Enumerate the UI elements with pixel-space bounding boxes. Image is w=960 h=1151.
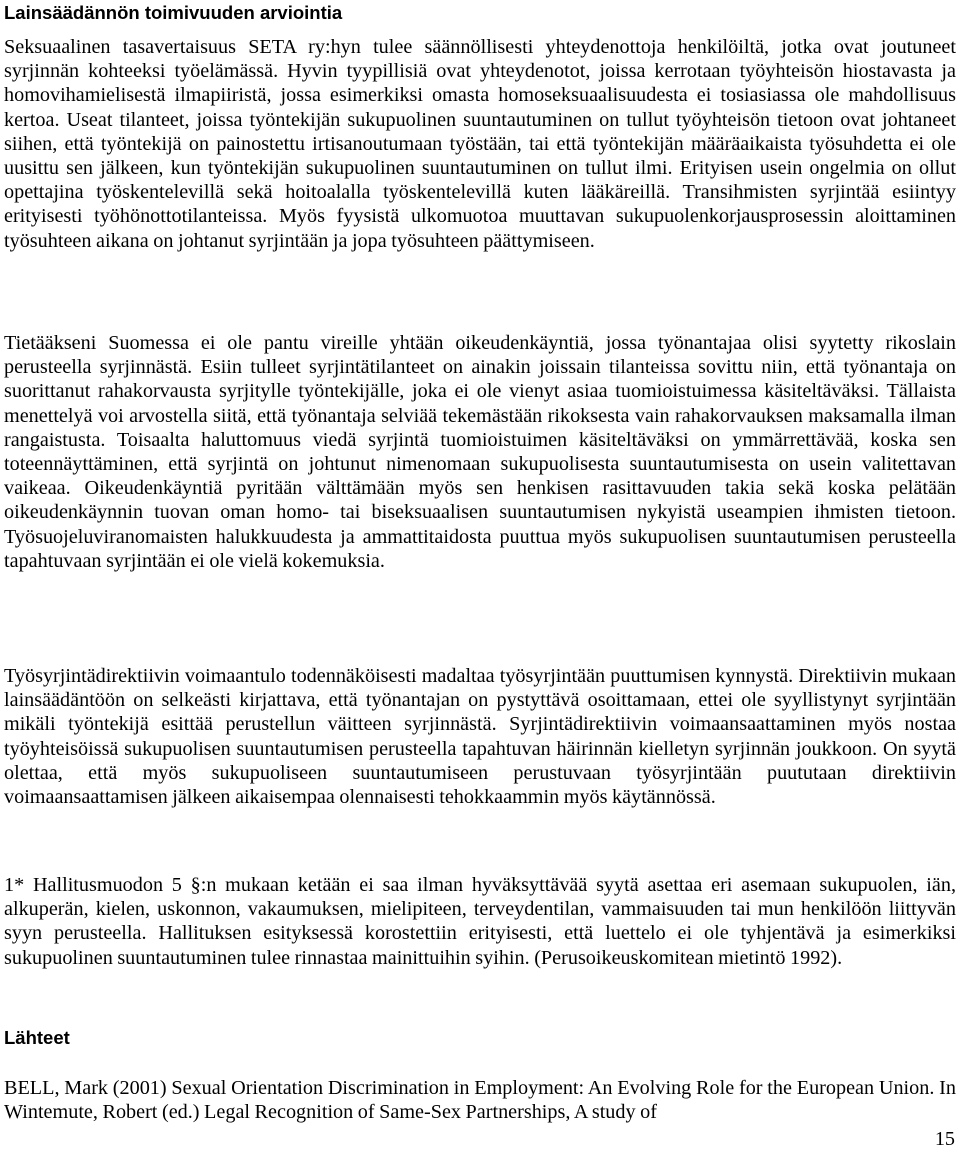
footnote-constitution: 1* Hallitusmuodon 5 §:n mukaan ketään ei saa ilman hyväksyttävää syytä asettaa eri asemaan sukupuolen, iän, alkuperän, kielen, uskonnon, vakaumuksen, mielipiteen, terveydentilan, vammaisuuden tai mun henkilöön liittyvän syyn perusteella. Hallituksen esityksessä korostettiin erityisesti, että luettelo ei ole tyhjentävä ja esimerkiksi sukupuolinen suuntautuminen tulee rinnastaa mainittuihin syihin. (Perusoikeuskomitean mietintö 1992). bbox=[4, 874, 956, 969]
reference-entry: BELL, Mark (2001) Sexual Orientation Discrimination in Employment: An Evolving Role for the European Union. In Wintemute, Robert (ed.) Legal Recognition of Same-Sex Partnerships, A study of bbox=[4, 1077, 956, 1124]
paragraph-workplace-discrimination: Seksuaalinen tasavertaisuus SETA ry:hyn tulee säännöllisesti yhteydenottoja henkilöiltä, jotka ovat joutuneet syrjinnän kohteeksi työelämässä. Hyvin tyypillisiä ovat yhteydenotot, joissa kerrotaan työyhteisön hiostavasta ja homovihamielisestä ilmapiiristä, jossa esimerkiksi omasta homoseksuaalisuudesta ei tosiasiassa ole mahdollisuus kertoa. Useat tilanteet, joissa työntekijän sukupuolinen suuntautuminen on tullut työyhteisön tietoon ovat johtaneet siihen, että työntekijä on painostettu irtisanoutumaan työstään, tai että työntekijän määräaikaista työsuhdetta ei ole uusittu sen jälkeen, kun työntekijän sukupuolinen suuntautuminen on tullut ilmi. Erityisen usein ongelmia on ollut opettajina työskentelevillä sekä hoitoalalla työskentelevillä kuten lääkäreillä. Transihmisten syrjintää esiintyy erityisesti työhönottotilanteissa. Myös fyysistä ulkomuotoa muuttavan sukupuolenkorjausprosessin aloittaminen työsuhteen aikana on johtanut syrjintään ja jopa työsuhteen päättymiseen. bbox=[4, 36, 956, 252]
page-number: 15 bbox=[934, 1128, 955, 1150]
section-heading: Lainsäädännön toimivuuden arviointia bbox=[4, 2, 343, 23]
paragraph-directive: Työsyrjintädirektiivin voimaantulo todennäköisesti madaltaa työsyrjintään puuttumisen kynnystä. Direktiivin mukaan lainsäädäntöön on selkeästi kirjattava, että työnantajan on pystyttävä osoittamaan, ettei ole syyllistynyt syrjintään mikäli työntekijä esittää perustellun väitteen syrjinnästä. Syrjintädirektiivin voimaansaattaminen myös nostaa työyhteisöissä sukupuolisen suuntautumisen perusteella tapahtuvan häirinnän kielletyn syrjinnän joukkoon. On syytä olettaa, että myös sukupuoliseen suuntautumiseen perustuvaan työsyrjintään puututaan direktiivin voimaansaattamisen jälkeen aikaisempaa olennaisesti tehokkaammin myös käytännössä. bbox=[4, 665, 956, 809]
sources-heading: Lähteet bbox=[4, 1027, 70, 1048]
paragraph-court-proceedings: Tietääkseni Suomessa ei ole pantu vireille yhtään oikeudenkäyntiä, jossa työnantajaa olisi syytetty rikoslain perusteella syrjinnästä. Esiin tulleet syrjintätilanteet on ainakin joissain tilanteissa sovittu niin, että työnantaja on suorittanut rahakorvausta syrjitylle työntekijälle, joka ei ole vienyt asiaa tuomioistuimessa käsiteltäväksi. Tällaista menettelyä voi arvostella siitä, että työnantaja selviää tekemästään rikoksesta vain rahakorvauksen maksamalla ilman rangaistusta. Toisaalta haluttomuus viedä syrjintä tuomioistuimen käsiteltäväksi on ymmärrettävää, koska sen toteennäyttäminen, että syrjintä on johtunut nimenomaan sukupuolisesta suuntautumisesta on usein valitettavan vaikeaa. Oikeudenkäyntiä pyritään välttämään myös sen henkisen rasittavuuden takia sekä koska pelätään oikeudenkäynnin tuovan oman homo- tai biseksuaalisen suuntautumisen nykyistä useampien ihmisten tietoon. Työsuojeluviranomaisten halukkuudesta ja ammattitaidosta puuttua myös sukupuolisen suuntautumisen perusteella tapahtuvaan syrjintään ei ole vielä kokemuksia. bbox=[4, 332, 956, 572]
